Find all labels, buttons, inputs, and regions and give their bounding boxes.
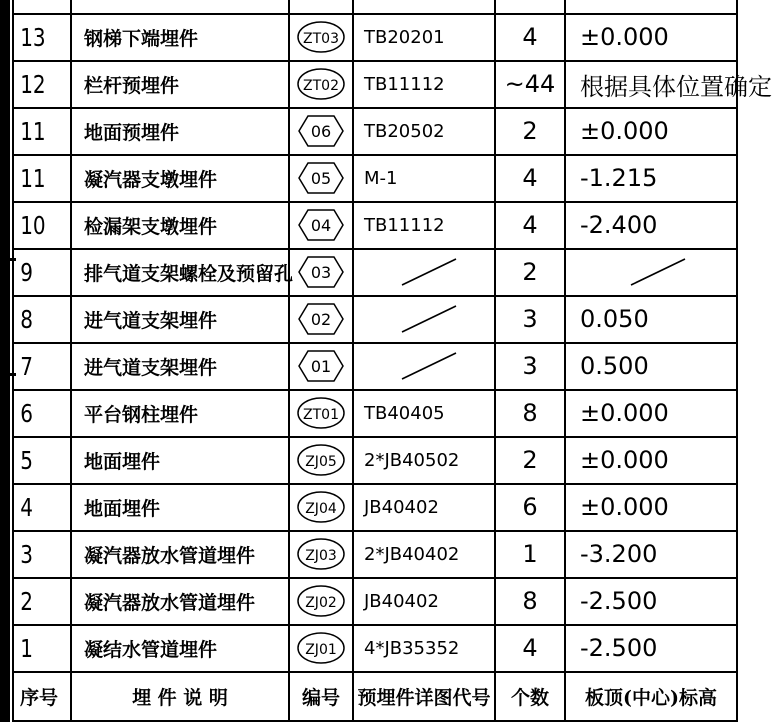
schedule-body [13, 0, 772, 672]
row-detail-ref: JB40402 [353, 484, 495, 531]
row-code: 04 [310, 216, 332, 236]
row-description: 进气道支架埋件 [71, 296, 289, 343]
row-detail-ref: TB40405 [353, 390, 495, 437]
row-number: 9 [13, 249, 59, 296]
row-description: 检漏架支墩埋件 [71, 202, 289, 249]
row-elevation: -2.400 [565, 202, 737, 249]
row-code: 06 [310, 122, 332, 142]
table-row [13, 390, 737, 437]
row-elevation: 根据具体位置确定 [565, 61, 737, 108]
row-code: 02 [310, 310, 332, 330]
table-row [13, 531, 737, 578]
row-elevation [565, 249, 737, 296]
header-no: 序号 [13, 672, 71, 721]
row-description: 地面埋件 [71, 484, 289, 531]
row-description: 进气道支架埋件 [71, 343, 289, 390]
row-number: 4 [13, 484, 59, 531]
row-code-cell [289, 625, 353, 672]
row-code-cell [289, 390, 353, 437]
row-elevation: -2.500 [565, 625, 737, 672]
empty-elevation-slash [623, 255, 693, 289]
row-elevation: -1.215 [565, 155, 737, 202]
row-detail-ref [353, 296, 495, 343]
row-elevation: ±0.000 [565, 14, 737, 61]
row-code-cell [289, 531, 353, 578]
table-row [13, 296, 737, 343]
row-count: 8 [495, 578, 565, 625]
row-elevation: ±0.000 [565, 437, 737, 484]
diamond-code-symbol [295, 159, 347, 197]
row-count: 4 [495, 155, 565, 202]
row-code-cell [289, 484, 353, 531]
row-count: 8 [495, 390, 565, 437]
row-number: 5 [13, 437, 59, 484]
row-code-cell [289, 108, 353, 155]
row-code: 05 [310, 169, 332, 189]
row-code: ZJ02 [305, 595, 337, 612]
ellipse-code-symbol [295, 535, 347, 573]
row-description: 地面埋件 [71, 437, 289, 484]
diamond-code-symbol [295, 112, 347, 150]
row-description: 凝结水管道埋件 [71, 625, 289, 672]
row-code-cell [289, 437, 353, 484]
header-count: 个数 [495, 672, 565, 721]
row-code-cell [289, 343, 353, 390]
row-description: 排气道支架螺栓及预留孔 [71, 249, 289, 296]
row-code: 01 [310, 357, 332, 377]
row-description: 栏杆预埋件 [71, 61, 289, 108]
row-elevation: ±0.000 [565, 390, 737, 437]
row-code: ZT02 [303, 78, 339, 95]
row-detail-ref: TB11112 [353, 202, 495, 249]
row-description: 地面预埋件 [71, 108, 289, 155]
row-number: 11 [13, 155, 59, 202]
table-row [13, 14, 737, 61]
row-number: 2 [13, 578, 59, 625]
header-row [13, 672, 737, 721]
row-code-cell [289, 202, 353, 249]
ellipse-code-symbol [295, 18, 347, 56]
row-count: 1 [495, 531, 565, 578]
row-number: 10 [13, 202, 59, 249]
row-code-cell [289, 249, 353, 296]
row-description: 凝汽器支墩埋件 [71, 155, 289, 202]
diamond-code-symbol [295, 206, 347, 244]
row-count: 4 [495, 625, 565, 672]
row-elevation: ±0.000 [565, 484, 737, 531]
row-number: 8 [13, 296, 59, 343]
row-code: 03 [310, 263, 332, 283]
row-detail-ref: TB20201 [353, 14, 495, 61]
empty-ref-slash [394, 302, 464, 336]
row-elevation: ±0.000 [565, 108, 737, 155]
row-description: 凝汽器放水管道埋件 [71, 531, 289, 578]
row-count: 4 [495, 202, 565, 249]
header-description: 埋 件 说 明 [71, 672, 289, 721]
row-number: 1 [13, 625, 59, 672]
row-count: 4 [495, 14, 565, 61]
row-count: 2 [495, 108, 565, 155]
row-code: ZT03 [303, 31, 339, 48]
row-code: ZJ05 [305, 454, 337, 471]
row-number: 11 [13, 108, 59, 155]
ellipse-code-symbol [295, 65, 347, 103]
row-count: ~44 [495, 61, 565, 108]
row-code: ZT01 [303, 407, 339, 424]
empty-ref-slash [394, 349, 464, 383]
row-count: 2 [495, 249, 565, 296]
row-code-cell [289, 296, 353, 343]
left-border-bar [0, 0, 10, 722]
table-row [13, 202, 737, 249]
row-detail-ref: 4*JB35352 [353, 625, 495, 672]
table-row [13, 108, 737, 155]
table-row [13, 437, 737, 484]
row-detail-ref: TB11112 [353, 61, 495, 108]
table-row [13, 484, 737, 531]
row-number: 13 [13, 14, 59, 61]
row-code: ZJ01 [305, 642, 337, 659]
row-number: 7 [13, 343, 59, 390]
ellipse-code-symbol [295, 394, 347, 432]
row-elevation: -2.500 [565, 578, 737, 625]
row-elevation: 0.050 [565, 296, 737, 343]
ellipse-code-symbol [295, 488, 347, 526]
embedded-parts-schedule [12, 0, 772, 722]
row-description: 平台钢柱埋件 [71, 390, 289, 437]
table-row [13, 249, 737, 296]
row-detail-ref: 2*JB40502 [353, 437, 495, 484]
row-count: 3 [495, 296, 565, 343]
top-edge-row [13, 0, 737, 14]
row-count: 6 [495, 484, 565, 531]
ellipse-code-symbol [295, 582, 347, 620]
row-number: 6 [13, 390, 59, 437]
table-row [13, 61, 737, 108]
row-number: 3 [13, 531, 59, 578]
row-detail-ref [353, 343, 495, 390]
row-code: ZJ03 [305, 548, 337, 565]
row-detail-ref: TB20502 [353, 108, 495, 155]
table-row [13, 625, 737, 672]
header-detail-ref: 预埋件详图代号 [353, 672, 495, 721]
empty-ref-slash [394, 255, 464, 289]
row-code-cell [289, 61, 353, 108]
row-detail-ref: 2*JB40402 [353, 531, 495, 578]
row-count: 2 [495, 437, 565, 484]
header-code: 编号 [289, 672, 353, 721]
table-row [13, 578, 737, 625]
table-row [13, 155, 737, 202]
diamond-code-symbol [295, 347, 347, 385]
diamond-code-symbol [295, 253, 347, 291]
row-number: 12 [13, 61, 59, 108]
row-detail-ref: JB40402 [353, 578, 495, 625]
ellipse-code-symbol [295, 629, 347, 667]
row-detail-ref [353, 249, 495, 296]
row-code: ZJ04 [305, 501, 337, 518]
row-code-cell [289, 155, 353, 202]
table-row [13, 343, 737, 390]
row-elevation: 0.500 [565, 343, 737, 390]
row-count: 3 [495, 343, 565, 390]
row-description: 钢梯下端埋件 [71, 14, 289, 61]
diamond-code-symbol [295, 300, 347, 338]
row-description: 凝汽器放水管道埋件 [71, 578, 289, 625]
header-elevation: 板顶(中心)标高 [565, 672, 737, 721]
ellipse-code-symbol [295, 441, 347, 479]
row-code-cell [289, 578, 353, 625]
row-elevation: -3.200 [565, 531, 737, 578]
row-code-cell [289, 14, 353, 61]
row-detail-ref: M-1 [353, 155, 495, 202]
